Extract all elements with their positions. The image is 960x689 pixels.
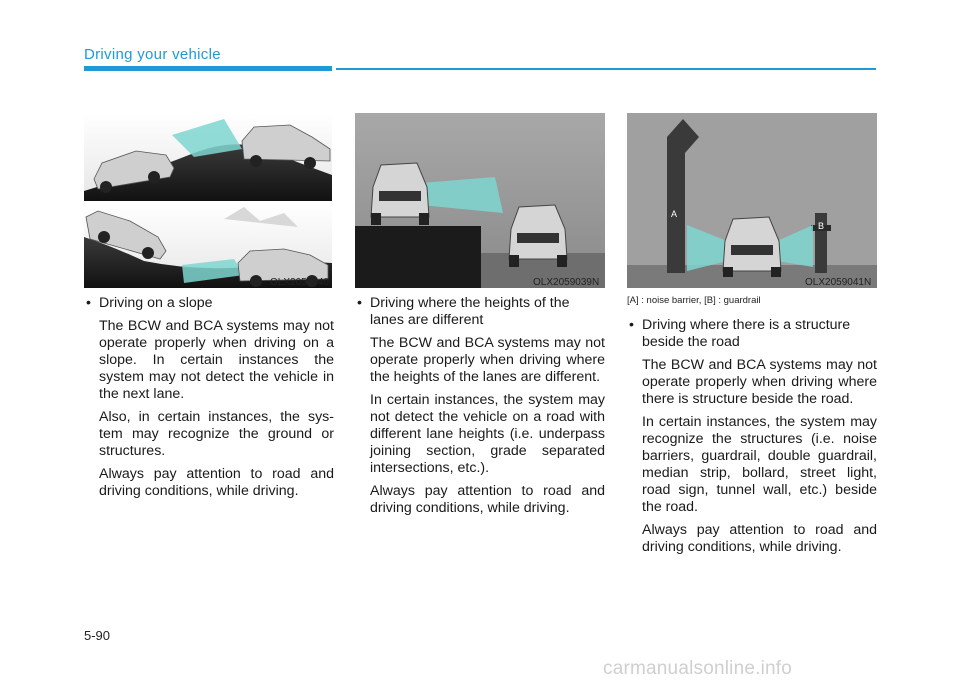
car-center — [723, 217, 781, 277]
figure-code: OLX2059041N — [805, 277, 872, 288]
figure-caption: [A] : noise barrier, [B] : guardrail — [627, 295, 761, 306]
paragraph: Always pay attention to road and driving conditions, while driving. — [370, 483, 605, 516]
lane-heights-illustration — [355, 113, 605, 288]
label-b: B — [818, 221, 825, 231]
car-lower — [509, 205, 567, 267]
paragraph: The BCW and BCA systems may not operate properly when driving where the heights of the lanes are different. — [370, 335, 605, 385]
paragraph: In certain instances, the system may not detect the vehicle on a road with different lane heights (i.e. underpass joining section, grade separated intersections, etc.). — [370, 392, 605, 476]
bullet-heading: • Driving where the heights of the lanes are different — [355, 295, 605, 329]
label-a: A — [671, 209, 678, 219]
structure-illustration — [627, 113, 877, 288]
header-rule-thin — [336, 68, 876, 70]
watermark: carmanualsonline.info — [603, 658, 793, 679]
paragraph: Also, in certain instances, the sys-tem may recognize the ground or structures. — [99, 409, 334, 459]
header-rule-thick — [84, 66, 332, 71]
figure-slope — [84, 113, 332, 288]
paragraph: Always pay attention to road and driving conditions, while driving. — [642, 522, 877, 555]
column-slope — [84, 295, 334, 500]
slope-illustration — [84, 113, 332, 288]
figure-structure — [627, 113, 877, 288]
car-upper — [371, 163, 429, 225]
paragraph: Always pay attention to road and driving conditions, while driving. — [99, 466, 334, 499]
bullet-heading: • Driving on a slope — [84, 295, 334, 312]
figure-code: OLX2059039N — [533, 277, 600, 288]
figure-code: OLX2059040 — [270, 277, 329, 288]
paragraph: The BCW and BCA systems may not operate properly when driving on a slope. In certain instances the system may not detect the vehicle in the next lane. — [99, 318, 334, 402]
column-structure — [627, 295, 877, 556]
paragraph: In certain instances, the system may recognize the structures (i.e. noise barriers, guardrail, double guardrail, median strip, bollard, street light, road sign, tunnel wall, etc.) beside the road. — [642, 414, 877, 515]
section-title: Driving your vehicle — [84, 46, 221, 63]
page-number: 5-90 — [84, 628, 111, 643]
paragraph: The BCW and BCA systems may not operate properly when driving where there is structure beside the road. — [642, 357, 877, 407]
column-lane-heights — [355, 295, 605, 517]
bullet-heading: • Driving where there is a structure beside the road — [627, 317, 877, 351]
figure-lane-heights — [355, 113, 605, 288]
